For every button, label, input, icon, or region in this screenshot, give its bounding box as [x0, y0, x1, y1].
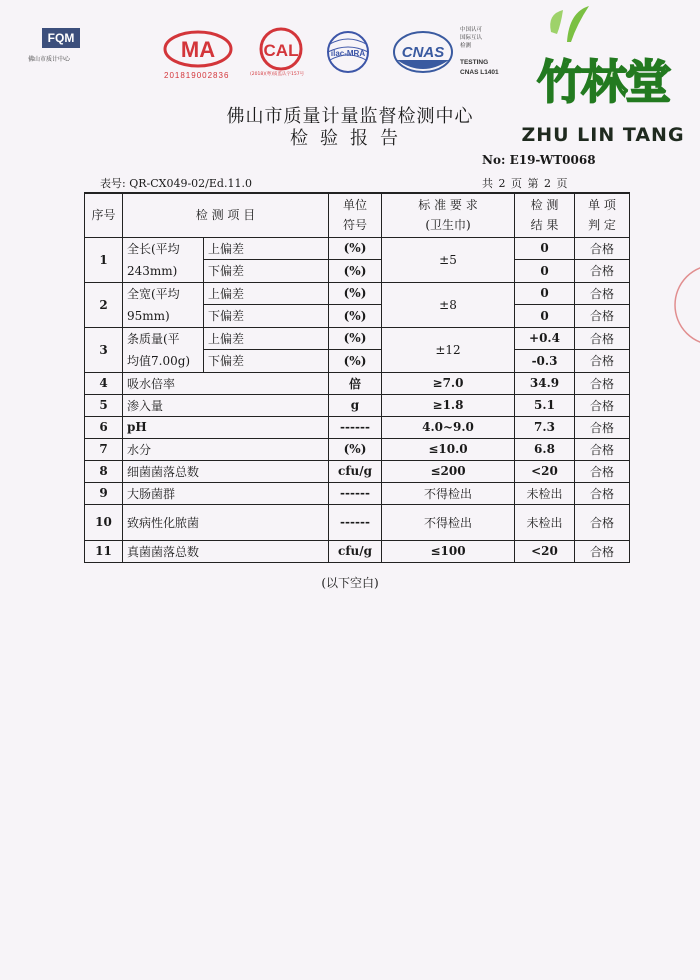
header-item: 检 测 项 目 [123, 193, 329, 237]
row-result: <20 [515, 460, 575, 482]
row-judgement: 合格 [575, 438, 630, 460]
row-judgement: 合格 [575, 237, 630, 260]
row-unit: ------ [329, 504, 382, 540]
row-no: 8 [85, 460, 123, 482]
row-result: 34.9 [515, 372, 575, 394]
fqm-caption: 佛山市质计中心 [28, 56, 71, 63]
row-result: 0 [515, 305, 575, 328]
row-standard: 不得检出 [382, 504, 515, 540]
row-unit: g [329, 394, 382, 416]
header-no: 序号 [85, 193, 123, 237]
row-unit: ------ [329, 416, 382, 438]
row-no: 5 [85, 394, 123, 416]
row-sub-upper: 上偏差 [204, 327, 329, 350]
row-item-length: 全长(平均 243mm) [123, 237, 204, 282]
row-standard: ±12 [382, 327, 515, 372]
row-unit: (%) [329, 438, 382, 460]
cnas-accreditation-text: 中国认可 国际互认 检测 [460, 27, 483, 49]
row-result: 6.8 [515, 438, 575, 460]
row-unit: ------ [329, 482, 382, 504]
row-item: 致病性化脓菌 [123, 504, 329, 540]
row-judgement: 合格 [575, 504, 630, 540]
table-row [85, 282, 630, 305]
row-item: 真菌菌落总数 [123, 540, 329, 562]
row-judgement: 合格 [575, 460, 630, 482]
row-item: 吸水倍率 [123, 372, 329, 394]
row-sub-upper: 上偏差 [204, 282, 329, 305]
cma-logo-text: MA [180, 37, 216, 62]
brand-name-english: ZHU LIN TANG [521, 124, 685, 146]
row-unit: (%) [329, 282, 382, 305]
row-unit: (%) [329, 237, 382, 260]
row-standard: ±8 [382, 282, 515, 327]
row-item: 大肠菌群 [123, 482, 329, 504]
table-row [85, 394, 630, 416]
row-sub-upper: 上偏差 [204, 237, 329, 260]
row-judgement: 合格 [575, 372, 630, 394]
row-no: 7 [85, 438, 123, 460]
row-standard: ≤10.0 [382, 438, 515, 460]
row-standard: ≥7.0 [382, 372, 515, 394]
ilac-mra-logo [322, 30, 378, 76]
row-result: <20 [515, 540, 575, 562]
header-result: 检 测 结 果 [515, 193, 575, 237]
table-row [85, 416, 630, 438]
table-row [85, 460, 630, 482]
cal-number: (2018)(粤)质监认字157号 [250, 72, 305, 77]
table-row [85, 372, 630, 394]
row-no: 9 [85, 482, 123, 504]
row-standard: ±5 [382, 237, 515, 282]
row-unit: cfu/g [329, 460, 382, 482]
row-standard: ≤100 [382, 540, 515, 562]
row-sub-lower: 下偏差 [204, 260, 329, 283]
row-result: +0.4 [515, 327, 575, 350]
row-item: 细菌菌落总数 [123, 460, 329, 482]
row-unit: (%) [329, 350, 382, 373]
row-standard: ≤200 [382, 460, 515, 482]
cal-logo-text: CAL [263, 41, 299, 60]
row-judgement: 合格 [575, 350, 630, 373]
row-judgement: 合格 [575, 394, 630, 416]
page-indicator: 共 2 页 第 2 页 [482, 177, 569, 190]
header-judgement: 单 项 判 定 [575, 193, 630, 237]
table-header-row [85, 193, 630, 237]
row-judgement: 合格 [575, 540, 630, 562]
row-result: 0 [515, 282, 575, 305]
table-row [85, 438, 630, 460]
cma-logo [163, 30, 233, 68]
row-item: 水分 [123, 438, 329, 460]
report-number: No: E19-WT0068 [482, 153, 596, 167]
row-no: 11 [85, 540, 123, 562]
row-unit: (%) [329, 260, 382, 283]
row-unit: cfu/g [329, 540, 382, 562]
row-no: 10 [85, 504, 123, 540]
row-item-mass: 条质量(平 均值7.00g) [123, 327, 204, 372]
row-result: 7.3 [515, 416, 575, 438]
row-judgement: 合格 [575, 260, 630, 283]
row-judgement: 合格 [575, 305, 630, 328]
row-standard: 不得检出 [382, 482, 515, 504]
header-unit: 单位 符号 [329, 193, 382, 237]
row-item: 渗入量 [123, 394, 329, 416]
report-title: 检验报告 [290, 128, 410, 149]
row-unit: (%) [329, 327, 382, 350]
cnas-testing-code: TESTING CNAS L1401 [460, 59, 499, 76]
header-standard: 标 准 要 求 (卫生巾) [382, 193, 515, 237]
blank-below-note: (以下空白) [321, 576, 379, 590]
seal-stamp-icon [670, 255, 700, 355]
row-no: 1 [85, 237, 123, 282]
row-no: 4 [85, 372, 123, 394]
row-result: 未检出 [515, 482, 575, 504]
row-item-width: 全宽(平均 95mm) [123, 282, 204, 327]
table-row [85, 482, 630, 504]
fqm-logo: FQM [42, 28, 80, 48]
row-standard: ≥1.8 [382, 394, 515, 416]
row-result: -0.3 [515, 350, 575, 373]
table-row [85, 540, 630, 562]
row-no: 3 [85, 327, 123, 372]
row-judgement: 合格 [575, 282, 630, 305]
cnas-logo-text: CNAS [401, 44, 445, 61]
row-unit: (%) [329, 305, 382, 328]
center-name: 佛山市质量计量监督检测中心 [226, 106, 474, 127]
cma-number: 201819002836 [164, 71, 230, 80]
cnas-logo [391, 30, 455, 74]
row-standard: 4.0~9.0 [382, 416, 515, 438]
inspection-results-table [84, 192, 630, 563]
form-number: 表号: QR-CX049-02/Ed.11.0 [100, 177, 252, 190]
cal-logo [249, 27, 313, 71]
row-result: 0 [515, 237, 575, 260]
row-judgement: 合格 [575, 416, 630, 438]
row-no: 6 [85, 416, 123, 438]
ilac-logo-text: ilac-MRA [330, 49, 366, 58]
row-result: 5.1 [515, 394, 575, 416]
table-row [85, 327, 630, 350]
table-row [85, 237, 630, 260]
row-result: 未检出 [515, 504, 575, 540]
row-judgement: 合格 [575, 482, 630, 504]
row-sub-lower: 下偏差 [204, 305, 329, 328]
brand-name-chinese: 竹林堂 [537, 55, 669, 109]
row-sub-lower: 下偏差 [204, 350, 329, 373]
row-no: 2 [85, 282, 123, 327]
row-unit: 倍 [329, 372, 382, 394]
row-result: 0 [515, 260, 575, 283]
row-judgement: 合格 [575, 327, 630, 350]
table-row [85, 504, 630, 540]
row-item: pH [123, 416, 329, 438]
